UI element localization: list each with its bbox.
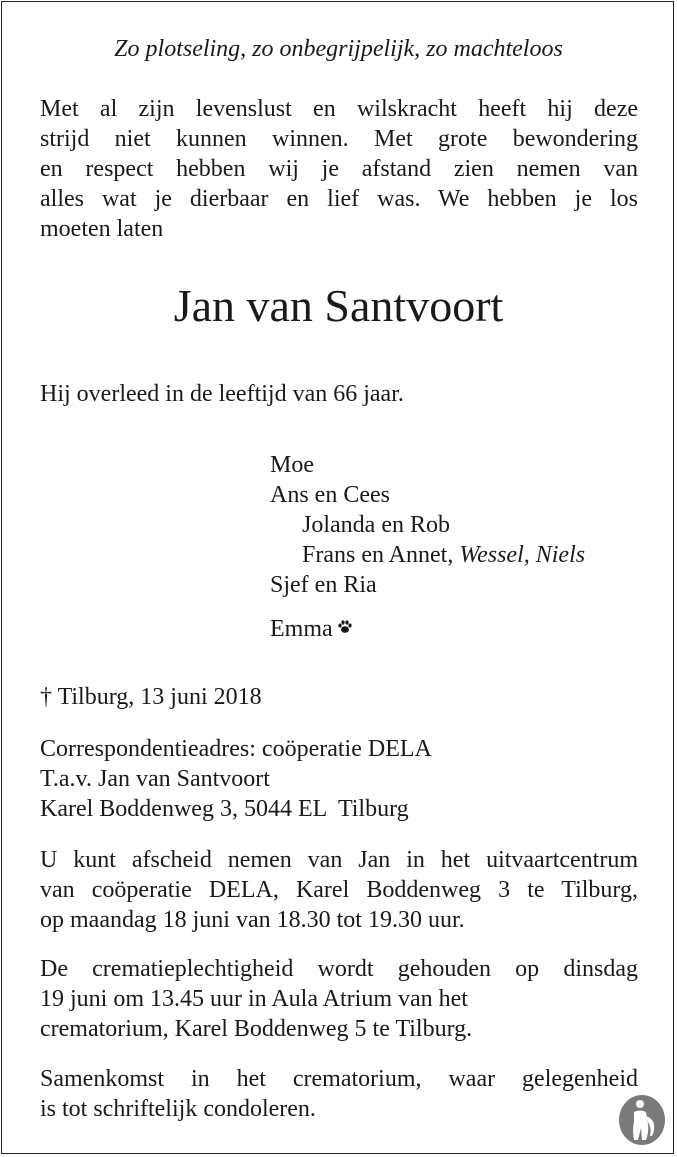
family-grandchildren: Wessel, Niels — [459, 542, 586, 568]
correspondence-block — [40, 734, 638, 824]
farewell-paragraph — [40, 845, 638, 935]
death-line: † Tilburg, 13 juni 2018 — [40, 684, 262, 710]
correspondence-line: Karel Boddenweg 3, 5044 EL Tilburg — [40, 796, 409, 822]
paw-icon — [337, 613, 353, 643]
correspondence-line: Correspondentieadres: coöperatie DELA — [40, 736, 432, 762]
gathering-line: Samenkomst in het crematorium, waar gelegenheid — [40, 1066, 638, 1092]
family-list — [270, 450, 670, 644]
family-child-couple-names: Frans en Annet, — [302, 542, 454, 568]
intro-line: en respect hebben wij je afstand zien nemen van — [40, 156, 638, 182]
farewell-line: op maandag 18 juni van 18.30 tot 19.30 uur. — [40, 907, 465, 933]
intro-line: alles wat je dierbaar en lief was. We hebben je los — [40, 186, 638, 212]
pet-name: Emma — [270, 616, 333, 642]
cremation-line: De crematieplechtigheid wordt gehouden op dinsdag — [40, 956, 638, 982]
memorial-logo-icon — [618, 1094, 666, 1146]
cremation-line: 19 juni om 13.45 uur in Aula Atrium van het — [40, 986, 468, 1012]
family-pet — [270, 614, 670, 644]
cremation-paragraph — [40, 954, 638, 1044]
family-sibling-couple: Ans en Cees — [270, 482, 390, 508]
deceased-name: Jan van Santvoort — [173, 280, 504, 331]
family-child-couple: Jolanda en Rob — [302, 512, 450, 538]
motto: Zo plotseling, zo onbegrijpelijk, zo machteloos — [114, 36, 563, 62]
family-mother: Moe — [270, 452, 314, 478]
intro-line: moeten laten — [40, 216, 164, 242]
correspondence-line: T.a.v. Jan van Santvoort — [40, 766, 270, 792]
gathering-line: is tot schriftelijk condoleren. — [40, 1096, 316, 1122]
gathering-paragraph — [40, 1064, 638, 1124]
family-sibling-couple: Sjef en Ria — [270, 572, 377, 598]
age-line: Hij overleed in de leeftijd van 66 jaar. — [40, 381, 404, 407]
farewell-line: U kunt afscheid nemen van Jan in het uitvaartcentrum — [40, 847, 638, 873]
intro-paragraph — [40, 94, 638, 244]
intro-line: Met al zijn levenslust en wilskracht heeft hij deze — [40, 96, 638, 122]
family-child-couple-with-grandchildren — [270, 540, 670, 570]
farewell-line: van coöperatie DELA, Karel Boddenweg 3 te Tilburg, — [40, 877, 638, 903]
cremation-line: crematorium, Karel Boddenweg 5 te Tilburg. — [40, 1016, 473, 1042]
intro-line: strijd niet kunnen winnen. Met grote bewondering — [40, 126, 638, 152]
